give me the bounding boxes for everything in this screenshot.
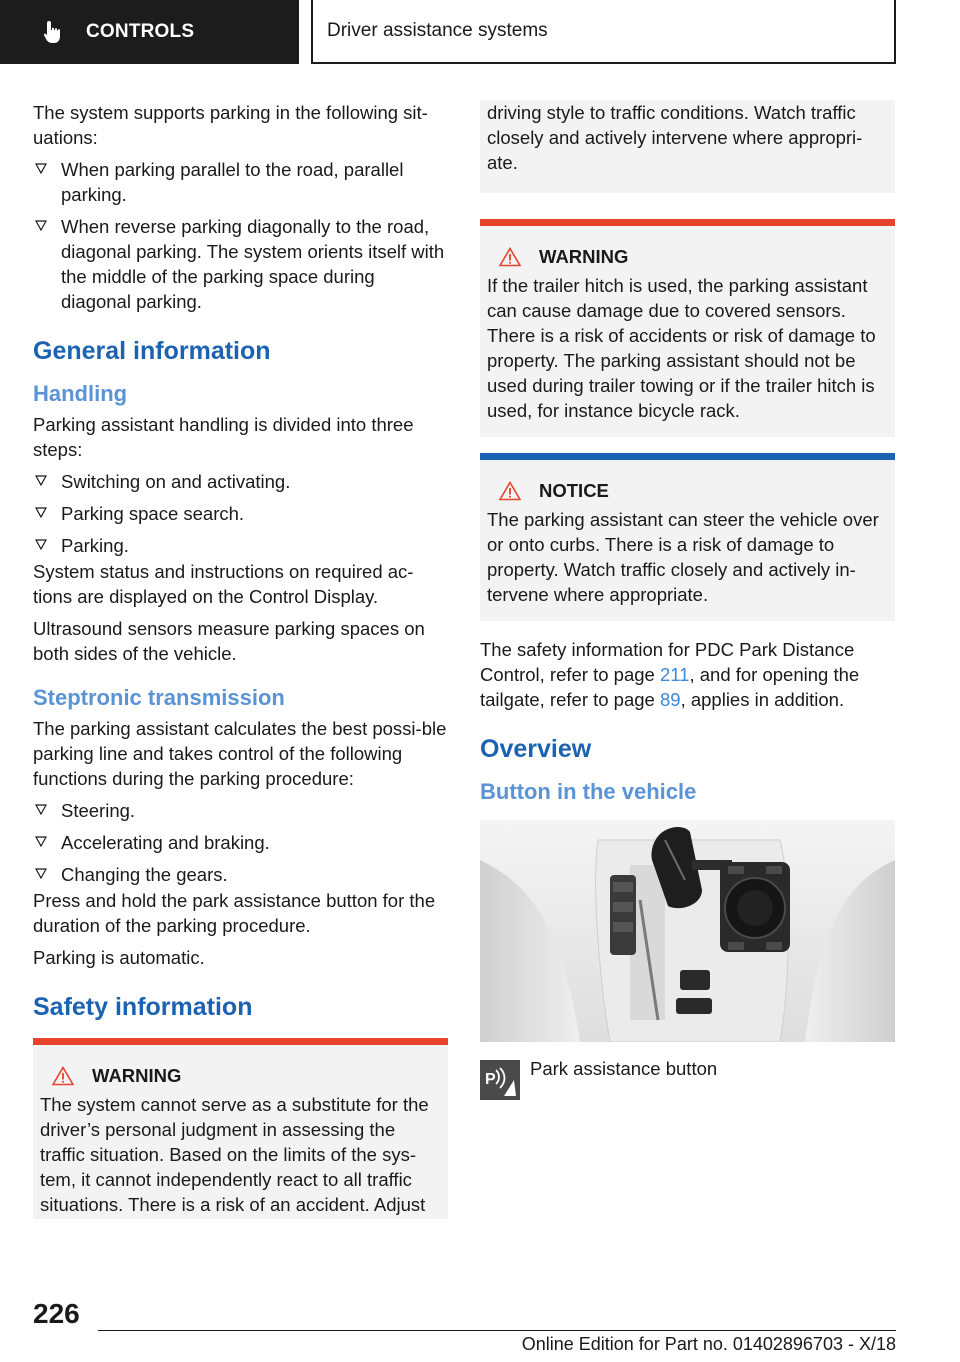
steptronic-intro: The parking assistant calculates the best possi-ble parking line and takes control of the following functions during the parking procedure: — [33, 718, 447, 789]
notice-triangle-icon — [499, 481, 521, 501]
ultrasound-paragraph: Ultrasound sensors measure parking spaces on both sides of the vehicle. — [33, 618, 425, 664]
page-number: 226 — [33, 1298, 80, 1329]
list-item: Parking space search. — [33, 501, 448, 526]
list-item: Accelerating and braking. — [33, 830, 448, 855]
center-console-photo — [480, 820, 895, 1042]
list-item: Changing the gears. — [33, 862, 448, 887]
warning-triangle-icon — [52, 1066, 74, 1086]
heading-general-information: General information — [33, 337, 271, 365]
steptronic-functions-list — [33, 798, 448, 887]
automatic-paragraph: Parking is automatic. — [33, 947, 205, 968]
footer-edition: Online Edition for Part no. 01402896703 - X/18 — [521, 1334, 896, 1354]
chapter-tab — [311, 0, 896, 64]
handling-intro: Parking assistant handling is divided into three steps: — [33, 414, 414, 460]
footer-divider — [98, 1330, 896, 1331]
triangle-bullet-icon — [35, 836, 47, 848]
heading-button-in-vehicle: Button in the vehicle — [480, 779, 697, 804]
notice-text: The parking assistant can steer the vehicle over or onto curbs. There is a risk of damage to property. Watch traffic closely and actively in-tervene where appropriate. — [487, 509, 879, 605]
triangle-bullet-icon — [35, 475, 47, 487]
press-hold-paragraph: Press and hold the park assistance button for the duration of the parking procedure. — [33, 890, 436, 936]
chapter-label: Driver assistance systems — [327, 20, 548, 41]
heading-safety-information: Safety information — [33, 993, 253, 1021]
legend-text: Park assistance button — [530, 1058, 718, 1079]
section-tab — [0, 0, 299, 64]
pdc-reference-paragraph: The safety information for PDC Park Distance Control, refer to page 211, and for opening the tailgate, refer to page 89, applies in addition. — [480, 639, 860, 710]
list-item: Switching on and activating. — [33, 469, 448, 494]
triangle-bullet-icon — [35, 539, 47, 551]
section-label: CONTROLS — [86, 21, 195, 42]
center-console-illustration — [480, 820, 895, 1042]
warning-text: The system cannot serve as a substitute for the driver’s personal judgment in assessing the traffic situation. Based on the limits of the sys-tem, it cannot independently react to all traffic situations. There is a risk of an accident. Adjust — [40, 1094, 429, 1215]
heading-overview: Overview — [480, 735, 592, 763]
status-paragraph: System status and instructions on required ac-tions are displayed on the Control Display. — [33, 561, 414, 607]
warning-triangle-icon — [499, 247, 521, 267]
heading-steptronic: Steptronic transmission — [33, 685, 285, 710]
warning-box-continued — [480, 100, 895, 193]
list-item: When reverse parking diagonally to the road, diagonal parking. The system orients itself with the middle of the parking space during diagonal parking. — [33, 214, 448, 314]
triangle-bullet-icon — [35, 868, 47, 880]
list-item: Parking. — [33, 533, 448, 558]
warning-text: If the trailer hitch is used, the parking assistant can cause damage due to covered sensors. There is a risk of accidents or risk of damage to property. The parking assistant should not be used during trailer towing or if the trailer hitch is used, for instance bicycle rack. — [487, 275, 876, 421]
page-211-link[interactable]: 211 — [659, 664, 690, 685]
warning-title: WARNING — [40, 1063, 441, 1088]
warning-continued-text: driving style to traffic conditions. Watch traffic closely and actively intervene where appropri-ate. — [487, 102, 863, 173]
warning-box-trailer — [480, 219, 895, 437]
triangle-bullet-icon — [35, 804, 47, 816]
warning-box-accident — [33, 1038, 448, 1219]
triangle-bullet-icon — [35, 220, 47, 232]
notice-title: NOTICE — [487, 478, 888, 503]
list-item: When parking parallel to the road, parallel parking. — [33, 157, 448, 207]
handling-steps-list — [33, 469, 448, 558]
park-assistance-button-icon — [480, 1060, 520, 1100]
warning-title: WARNING — [487, 244, 888, 269]
situations-list — [33, 157, 448, 314]
notice-box-curbs — [480, 453, 895, 621]
svg-text:P: P — [485, 1071, 496, 1088]
pointing-hand-icon — [40, 19, 66, 45]
left-column — [33, 100, 448, 1235]
heading-handling: Handling — [33, 381, 128, 406]
triangle-bullet-icon — [35, 507, 47, 519]
list-item: Steering. — [33, 798, 448, 823]
page-89-link[interactable]: 89 — [659, 689, 681, 710]
intro-paragraph: The system supports parking in the following sit-uations: — [33, 102, 428, 148]
figure-legend — [480, 1060, 895, 1100]
page-header — [0, 0, 960, 66]
triangle-bullet-icon — [35, 163, 47, 175]
right-column — [480, 104, 895, 1100]
